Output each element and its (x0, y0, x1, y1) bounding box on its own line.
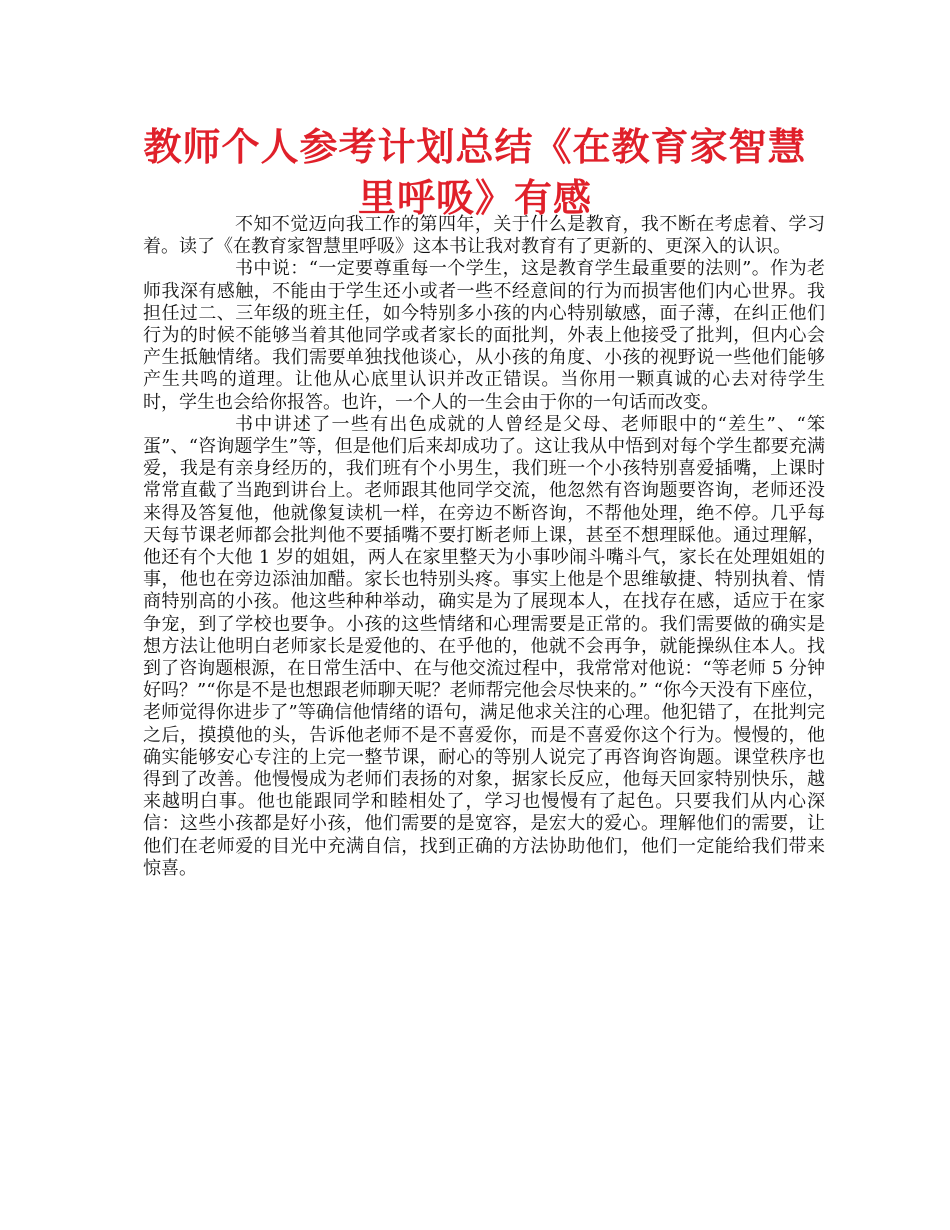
document-title: 教师个人参考计划总结《在教育家智慧里呼吸》有感 (143, 125, 807, 220)
paragraph-intro: 不知不觉迈向我工作的第四年，关于什么是教育，我不断在考虑着、学习着。读了《在教育家智慧里呼吸》这本书让我对教育有了更新的、更深入的认识。 (143, 214, 825, 258)
paragraph-story: 书中讲述了一些有出色成就的人曾经是父母、老师眼中的“差生”、“笨蛋”、“咨询题学生”等，但是他们后来却成功了。这让我从中悟到对每个学生都要充满爱，我是有亲身经历的，我们班有个小男生，我们班一个小孩特别喜爱插嘴，上课时常常直截了当跑到讲台上。老师跟其他同学交流，他忽然有咨询题要咨询，老师还没来得及答复他，他就像复读机一样，在旁边不断咨询，不帮他处理，绝不停。几乎每天每节课老师都会批判他不要插嘴不要打断老师上课，甚至不想理睬他。通过理解，他还有个大他 1 岁的姐姐，两人在家里整天为小事吵闹斗嘴斗气，家长在处理姐姐的事，他也在旁边添油加醋。家长也特别头疼。事实上他是个思维敏捷、特别执着、情商特别高的小孩。他这些种种举动，确实是为了展现本人，在找存在感，适应于在家争宠，到了学校也要争。小孩的这些情绪和心理需要是正常的。我们需要做的确实是想方法让他明白老师家长是爱他的、在乎他的，他就不会再争，就能操纵住本人。找到了咨询题根源，在日常生活中、在与他交流过程中，我常常对他说：“等老师 5 分钟好吗？”“你是不是也想跟老师聊天呢？老师帮完他会尽快来的。” “你今天没有下座位，老师觉得你进步了”等确信他情绪的语句，满足他求关注的心理。他犯错了，在批判完之后，摸摸他的头，告诉他老师不是不喜爱你，而是不喜爱你这个行为。慢慢的，他确实能够安心专注的上完一整节课，耐心的等别人说完了再咨询咨询题。课堂秩序也得到了改善。他慢慢成为老师们表扬的对象，据家长反应，他每天回家特别快乐，越来越明白事。他也能跟同学和睦相处了，学习也慢慢有了起色。只要我们从内心深信：这些小孩都是好小孩，他们需要的是宽容，是宏大的爱心。理解他们的需要，让他们在老师爱的目光中充满自信，找到正确的方法协助他们，他们一定能给我们带来惊喜。 (143, 413, 825, 879)
document-body (143, 214, 825, 880)
paragraph-respect: 书中说：“一定要尊重每一个学生，这是教育学生最重要的法则”。作为老师我深有感触，不能由于学生还小或者一些不经意间的行为而损害他们内心世界。我担任过二、三年级的班主任，如今特别多小孩的内心特别敏感，面子薄，在纠正他们行为的时候不能够当着其他同学或者家长的面批判，外表上他接受了批判，但内心会产生抵触情绪。我们需要单独找他谈心，从小孩的角度、小孩的视野说一些他们能够产生共鸣的道理。让他从心底里认识并改正错误。当你用一颗真诚的心去对待学生时，学生也会给你报答。也许，一个人的一生会由于你的一句话而改变。 (143, 258, 825, 413)
